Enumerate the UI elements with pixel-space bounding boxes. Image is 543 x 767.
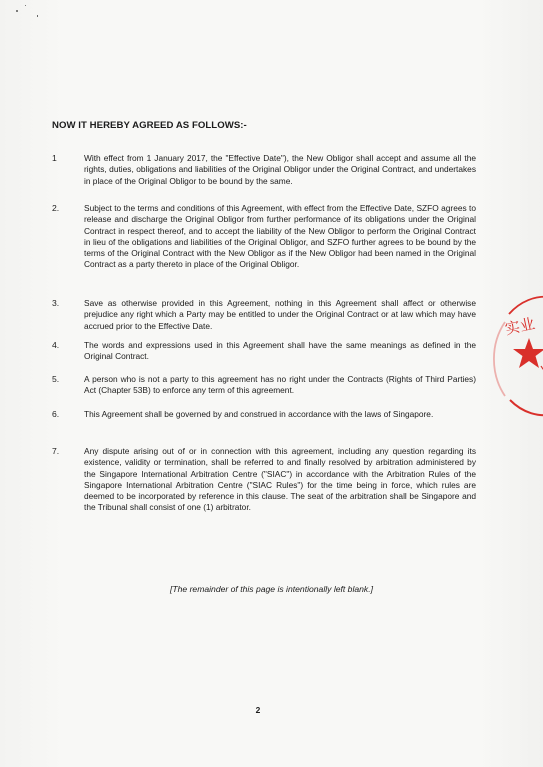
clause-text: Save as otherwise provided in this Agreement, nothing in this Agreement shall affect or otherwise prejudice any right which a Party may be entitled to under the Original Contract or at law which may have accrued prior to the Effective Date. xyxy=(84,298,476,331)
clause-text: The words and expressions used in this Agreement shall have the same meanings as defined in the Original Contract. xyxy=(84,340,476,362)
scan-speck xyxy=(37,15,38,17)
seal-star-icon xyxy=(513,338,543,368)
clause-number: 7. xyxy=(52,446,60,456)
clause-number: 6. xyxy=(52,409,60,419)
clause-number: 4. xyxy=(52,340,60,350)
clause-text: Any dispute arising out of or in connection with this agreement, including any question regarding its existence, validity or termination, shall be referred to and finally resolved by arbitration administered by the Singapore International Arbitration Centre ("SIAC") in accordance with the Arbitration Rules of the Singapore International Arbitration Centre ("SIAC Rules") for the time being in force, which rules are deemed to be incorporated by reference in this clause. The seat of the arbitration shall be Singapore and the Tribunal shall consist of one (1) arbitrator. xyxy=(84,446,476,513)
clause-text: Subject to the terms and conditions of this Agreement, with effect from the Effective Date, SZFO agrees to release and discharge the Original Obligor from further performance of its obligations under the Original Contract in respect thereof, and to accept the liability of the New Obligor to perform the Original Contract in lieu of the obligations and liabilities of the Original Obligor, and SZFO further agrees to be bound by the terms of the Original Contract with the New Obligor as if the New Obligor had been named in the Original Contract as a party thereto in place of the Original Obligor. xyxy=(84,203,476,270)
agreement-heading: NOW IT HEREBY AGREED AS FOLLOWS:- xyxy=(52,120,247,131)
blank-page-note: [The remainder of this page is intentionally left blank.] xyxy=(169,584,374,594)
seal-outer-ring xyxy=(494,322,505,396)
scan-speck xyxy=(16,10,18,12)
scan-speck xyxy=(25,5,26,6)
seal-characters: 实业 xyxy=(503,314,537,339)
page-number: 2 xyxy=(255,705,261,715)
clause-number: 1 xyxy=(52,153,57,163)
clause-text: A person who is not a party to this agreement has no right under the Contracts (Rights of Third Parties) Act (Chapter 53B) to enforce any term of this agreement. xyxy=(84,374,476,396)
company-seal-stamp xyxy=(497,292,543,422)
clause-text: This Agreement shall be governed by and construed in accordance with the laws of Singapore. xyxy=(84,409,434,419)
seal-outer-ring xyxy=(509,297,543,314)
clause-text: With effect from 1 January 2017, the "Effective Date"), the New Obligor shall accept and assume all the rights, duties, obligations and liabilities of the Original Obligor under the Original Contract, and undertakes in place of the Original Obligor to be bound by the same. xyxy=(84,153,476,186)
clause-number: 5. xyxy=(52,374,60,384)
seal-outer-ring xyxy=(510,400,543,415)
clause-number: 3. xyxy=(52,298,60,308)
clause-number: 2. xyxy=(52,203,60,213)
